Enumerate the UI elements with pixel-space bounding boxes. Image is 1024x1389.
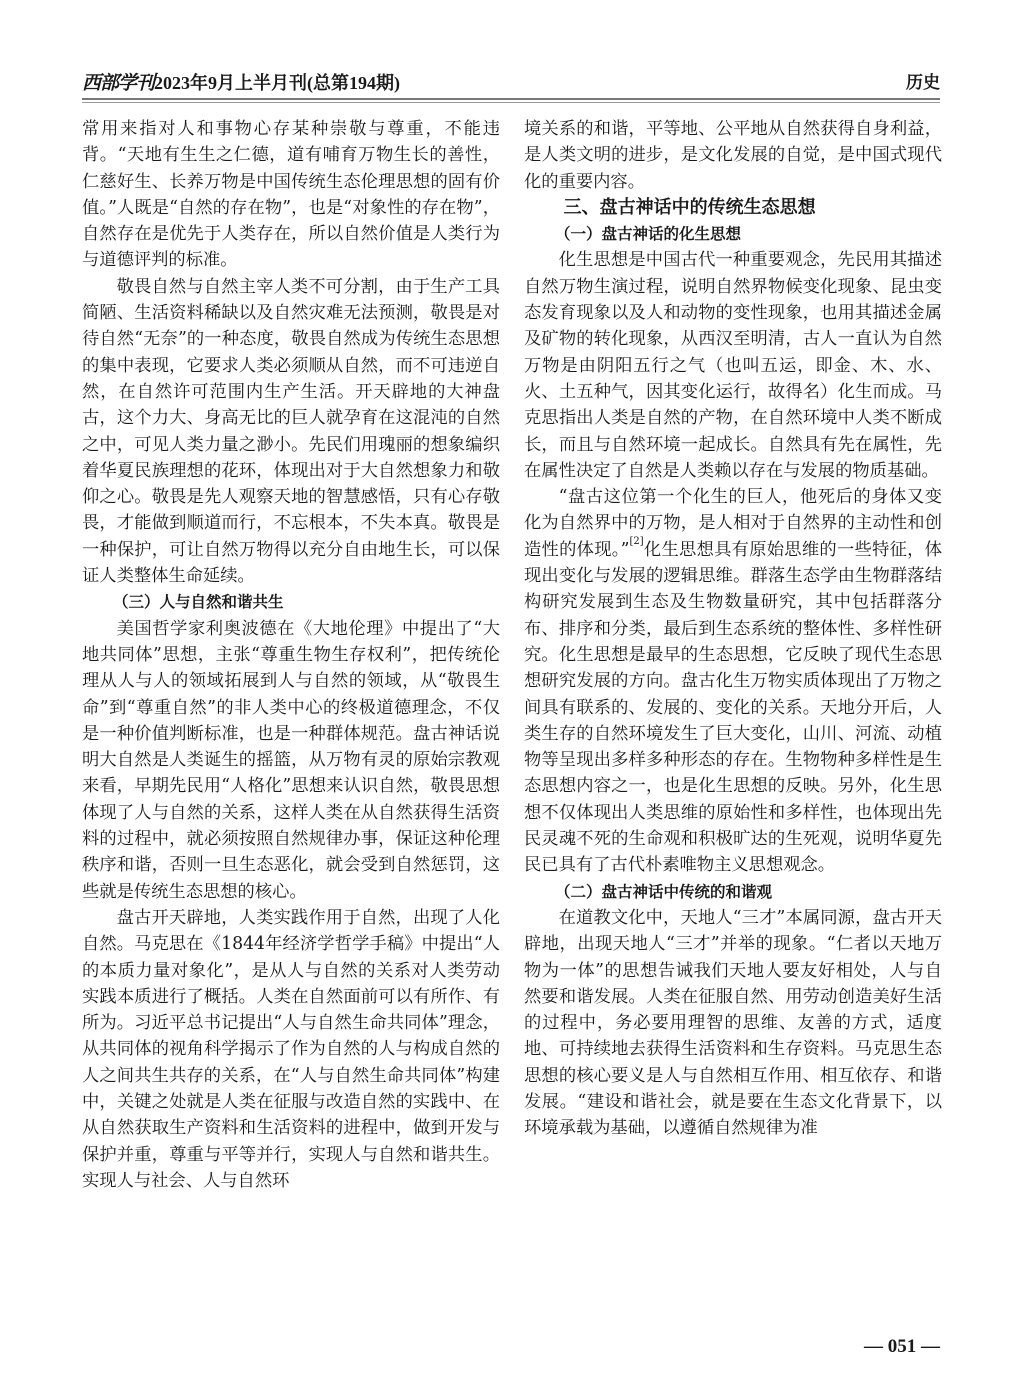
paragraph: 化生思想是中国古代一种重要观念，先民用其描述自然万物生演过程，说明自然界物候变化现象、昆虫变态发育现象以及人和动物的变性现象，也用其描述金属及矿物的转化现象，从西汉至明清，古人一直认为自然万物是由阴阳五行之气（也叫五运，即金、木、水、火、土五种气，因其变化运行，故得名）化生而成。马克思指出人类是自然的产物，在自然环境中人类不断成长，而且与自然环境一起成长。自然具有先在属性，先在属性决定了自然是人类赖以存在与发展的物质基础。 (524, 250, 942, 481)
paragraph (524, 484, 942, 878)
subsection-heading: （一）盘古神话的化生思想 (555, 225, 742, 244)
subsection-heading: （三）人与自然和谐共生 (113, 593, 284, 612)
header-rule-thin (82, 102, 940, 103)
paragraph: 盘古开天辟地，人类实践作用于自然，出现了人化自然。马克思在《1844年经济学哲学手稿》中提出“人的本质力量对象化”，是从人与自然的关系对人类劳动实践本质进行了概括。人类在自然面前可以有所作、有所为。习近平总书记提出“人与自然生命共同体”理念，从共同体的视角科学揭示了作为自然的人与构成自然的人之间共生共存的关系，在“人与自然生命共同体”构建中，关键之处就是人类在征服与改造自然的实践中、在从自然获取生产资料和生活资料的进程中，做到开发与保护并重，尊重与平等并行，实现人与自然和谐共生。实现人与社会、人与自然环 (82, 907, 500, 1191)
section-label: 历史 (906, 73, 940, 93)
subsection-heading: （二）盘古神话中传统的和谐观 (555, 882, 773, 901)
paragraph: 敬畏自然与自然主宰人类不可分割，由于生产工具简陋、生活资料稀缺以及自然灾难无法预测，敬畏是对待自然“无奈”的一种态度，敬畏自然成为传统生态思想的集中表现，它要求人类必须顺从自然，而不可违逆自然，在自然许可范围内生产生活。开天辟地的大神盘古，这个力大、身高无比的巨人就孕育在这混沌的自然之中，可见人类力量之渺小。先民们用瑰丽的想象编织着华夏民族理想的花环，体现出对于大自然想象力和敬仰之心。敬畏是先人观察天地的智慧感悟，只有心存敬畏，才能做到顺道而行，不忘根本，不失本真。敬畏是一种保护，可让自然万物得以充分自由地生长，可以保证人类整体生命延续。 (82, 276, 500, 587)
citation-ref[interactable]: [2] (629, 535, 644, 547)
paragraph: 美国哲学家利奥波德在《大地伦理》中提出了“大地共同体”思想，主张“尊重生物生存权利”，把传统伦理从人与人的领域拓展到人与自然的领域，从“敬畏生命”到“尊重自然”的非人类中心的终极道德理念，不仅是一种价值判断标准，也是一种群体规范。盘古神话说明大自然是人类诞生的摇篮，从万物有灵的原始宗教观来看，早期先民用“人格化”思想来认识自然，敬畏思想体现了人与自然的关系，这样人类在从自然获得生活资料的过程中，就必须按照自然规律办事，保证这种伦理秩序和谐，否则一旦生态恶化，就会受到自然惩罚，这些就是传统生态思想的核心。 (82, 618, 500, 902)
page-number: — 051 — (864, 1336, 940, 1357)
running-header (82, 68, 940, 96)
paragraph: 常用来指对人和事物心存某种崇敬与尊重，不能违背。“天地有生生之仁德，道有哺育万物生长的善性，仁慈好生、长养万物是中国传统生态伦理思想的固有价值。”人既是“自然的存在物”，也是“对象性的存在物”，自然存在是优先于人类存在，所以自然价值是人类行为与道德评判的标准。 (82, 119, 500, 271)
paragraph: 境关系的和谐，平等地、公平地从自然获得自身利益，是人类文明的进步，是文化发展的自觉，是中国式现代化的重要内容。 (524, 119, 942, 192)
paragraph: 在道教文化中，天地人“三才”本属同源，盘古开天辟地，出现天地人“三才”并举的现象。“仁者以天地万物为一体”的思想告诫我们天地人要友好相处，人与自然要和谐发展。人类在征服自然、用劳动创造美好生活的过程中，务必要用理智的思维、友善的方式，适度地、可持续地去获得生活资料和生存资料。马克思生态思想的核心要义是人与自然相互作用、相互依存、和谐发展。“建设和谐社会，就是要在生态文化背景下，以环境承载为基础，以遵循自然规律为准 (524, 907, 942, 1139)
issue-info: 2023年9月上半月刊(总第194期) (154, 73, 401, 93)
section-heading: 三、盘古神话中的传统生态思想 (563, 196, 816, 218)
left-column (82, 116, 500, 1194)
paragraph-text: 化生思想具有原始思维的一些特征，体现出变化与发展的逻辑思维。群落生态学由生物群落结构研究发展到生态及生物数量研究，其中包括群落分布、排序和分类，最后到生态系统的整体性、多样性研究。化生思想是最早的生态思想，它反映了现代生态思想研究发展的方向。盘古化生万物实质体现出了万物之间具有联系的、发展的、变化的关系。天地分开后，人类生存的自然环境发生了巨大变化，山川、河流、动植物等呈现出多样多种形态的存在。生物物种多样性是生态思想内容之一，也是化生思想的反映。另外，化生思想不仅体现出人类思维的原始性和多样性，也体现出先民灵魂不死的生命观和积极旷达的生死观，说明华夏先民已具有了古代朴素唯物主义思想观念。 (524, 539, 942, 876)
header-rule (82, 98, 940, 100)
right-column (524, 116, 942, 1142)
journal-logo: 西部学刊 (82, 72, 155, 94)
quotation: “盘古这位第一个化生的巨人，他死后的身体又变化为自然界中的万物，是人相对于自然界的主动性和创造性的体现。” (524, 487, 942, 560)
